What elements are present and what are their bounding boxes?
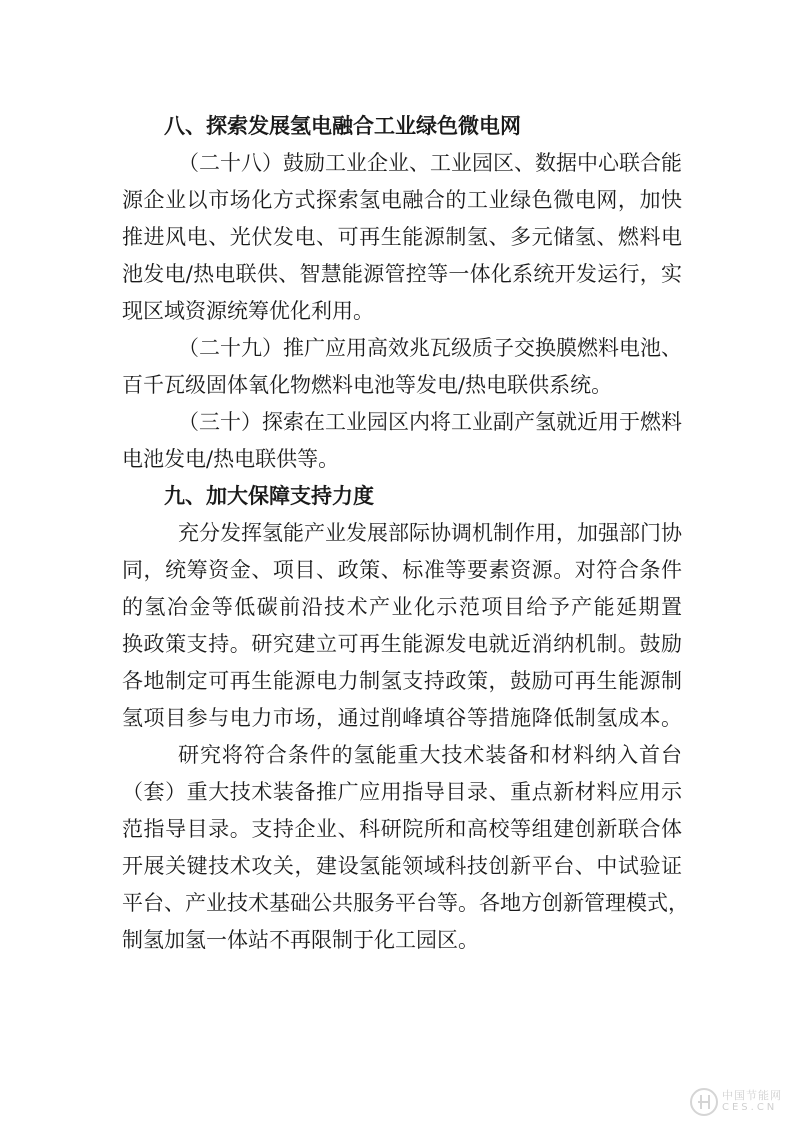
- para-1-line-5: 各地制定可再生能源电力制氢支持政策，鼓励可再生能源制: [122, 669, 682, 693]
- item-30-line-1: （三十）探索在工业园区内将工业副产氢就近用于燃料: [178, 410, 682, 434]
- ces-logo-icon: [690, 1088, 718, 1116]
- item-28-line-2: 源企业以市场化方式探索氢电融合的工业绿色微电网，加快: [122, 188, 682, 212]
- item-29-line-1: （二十九）推广应用高效兆瓦级质子交换膜燃料电池、: [178, 336, 682, 360]
- document-page: [122, 108, 689, 959]
- watermark-cn: 中国节能网: [722, 1089, 782, 1102]
- para-1-line-6: 氢项目参与电力市场，通过削峰填谷等措施降低制氢成本。: [122, 706, 682, 730]
- para-1-line-2: 同，统筹资金、项目、政策、标准等要素资源。对符合条件: [122, 558, 682, 582]
- section-heading-9: 九、加大保障支持力度: [164, 484, 374, 508]
- item-28-line-5: 现区域资源统筹优化利用。: [122, 299, 374, 323]
- para-1-line-4: 换政策支持。研究建立可再生能源发电就近消纳机制。鼓励: [122, 632, 682, 656]
- item-30-line-2: 电池发电/热电联供等。: [122, 447, 340, 471]
- para-1-line-1: 充分发挥氢能产业发展部际协调机制作用，加强部门协: [178, 521, 682, 545]
- para-1-line-3: 的氢冶金等低碳前沿技术产业化示范项目给予产能延期置: [122, 595, 682, 619]
- watermark: [690, 1085, 790, 1119]
- para-2-line-5: 平台、产业技术基础公共服务平台等。各地方创新管理模式，: [122, 891, 689, 915]
- item-28-line-3: 推进风电、光伏发电、可再生能源制氢、多元储氢、燃料电: [122, 225, 682, 249]
- para-2-line-4: 开展关键技术攻关，建设氢能领域科技创新平台、中试验证: [122, 854, 682, 878]
- para-2-line-1: 研究将符合条件的氢能重大技术装备和材料纳入首台: [178, 743, 682, 767]
- para-2-line-2: （套）重大技术装备推广应用指导目录、重点新材料应用示: [122, 780, 682, 804]
- watermark-text: [722, 1090, 782, 1114]
- item-29-line-2: 百千瓦级固体氧化物燃料电池等发电/热电联供系统。: [122, 373, 613, 397]
- para-2-line-6: 制氢加氢一体站不再限制于化工园区。: [122, 928, 479, 952]
- item-28-line-4: 池发电/热电联供、智慧能源管控等一体化系统开发运行，实: [122, 262, 682, 286]
- watermark-en: CES.CN: [722, 1102, 778, 1113]
- section-heading-8: 八、探索发展氢电融合工业绿色微电网: [164, 114, 521, 138]
- para-2-line-3: 范指导目录。支持企业、科研院所和高校等组建创新联合体: [122, 817, 682, 841]
- item-28-line-1: （二十八）鼓励工业企业、工业园区、数据中心联合能: [178, 151, 682, 175]
